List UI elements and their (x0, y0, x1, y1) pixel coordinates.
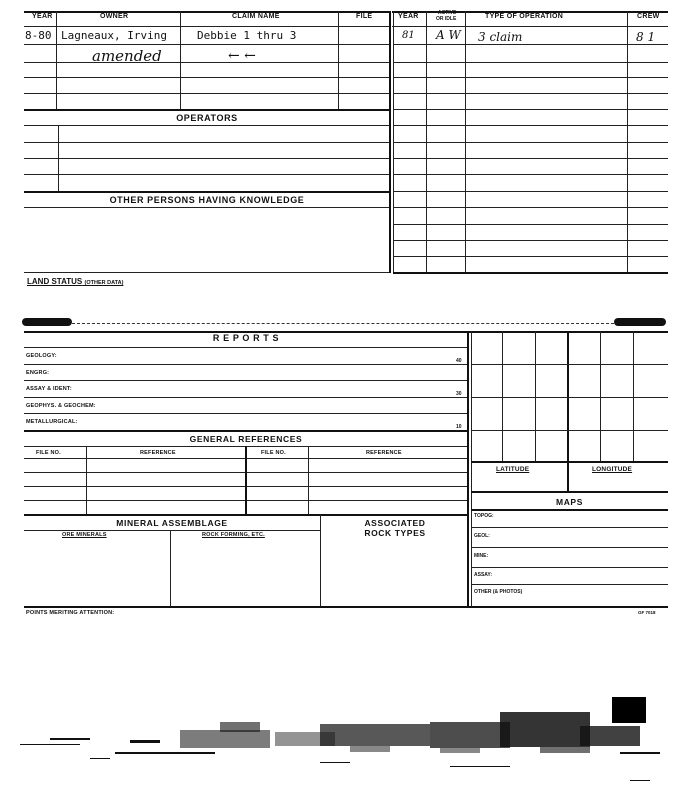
header-year-2: YEAR (398, 13, 419, 20)
punch-hole-left (22, 318, 72, 326)
row1-active-idle: A W (436, 28, 461, 42)
maps-topog: TOPOG: (474, 513, 494, 519)
header-claim-name: CLAIM NAME (232, 13, 280, 20)
header-owner: OWNER (100, 13, 129, 20)
ref-header-reference-2: REFERENCE (366, 450, 402, 456)
header-crew: CREW (637, 13, 660, 20)
report-num-30: 30 (456, 391, 462, 397)
land-status-sub: (OTHER DATA) (84, 280, 124, 286)
operators-title: OPERATORS (176, 113, 238, 123)
header-year: YEAR (32, 13, 53, 20)
report-metallurgical: METALLURGICAL: (26, 419, 78, 425)
report-geophys: GEOPHYS. & GEOCHEM: (26, 403, 96, 409)
maps-geol: GEOL: (474, 533, 490, 539)
report-geology: GEOLOGY: (26, 353, 57, 359)
rock-forming-label: ROCK FORMING, ETC. (202, 532, 265, 538)
points-meriting-attention: POINTS MERITING ATTENTION: (26, 610, 115, 616)
mineral-assemblage-title: MINERAL ASSEMBLAGE (116, 518, 228, 528)
ref-header-file-no-1: FILE NO. (36, 450, 61, 456)
land-status-text: LAND STATUS (27, 277, 83, 286)
row1-owner: Lagneaux, Irving (61, 29, 167, 42)
associated-label: ASSOCIATED (364, 518, 426, 528)
ore-minerals-label: ORE MINERALS (62, 532, 107, 538)
land-status-label (27, 277, 123, 286)
maps-assay: ASSAY: (474, 572, 493, 578)
header-type-of-operation: TYPE OF OPERATION (485, 13, 564, 20)
latitude-label: LATITUDE (496, 466, 530, 473)
report-num-10: 10 (456, 424, 462, 430)
row1-crew: 8 1 (636, 30, 656, 44)
maps-mine: MINE: (474, 553, 489, 559)
header-active: ACTIVE (438, 10, 457, 16)
other-persons-title: OTHER PERSONS HAVING KNOWLEDGE (109, 195, 305, 205)
header-file: FILE (356, 13, 373, 20)
row1-year: 8-80 (25, 29, 52, 42)
report-assay: ASSAY & IDENT: (26, 386, 72, 392)
punch-hole-right (614, 318, 666, 326)
ref-header-file-no-2: FILE NO. (261, 450, 286, 456)
row2-claim-handwritten: ← ← (228, 48, 256, 64)
rock-types-label: ROCK TYPES (364, 528, 426, 538)
report-num-40: 40 (456, 358, 462, 364)
form-code: GF 7018 (638, 610, 656, 615)
header-or-idle: OR IDLE (436, 16, 457, 22)
general-references-title: GENERAL REFERENCES (189, 434, 303, 444)
maps-other: OTHER (& PHOTOS) (474, 589, 523, 595)
reports-title: R E P O R T S (212, 333, 280, 343)
maps-title: MAPS (556, 497, 583, 507)
row2-owner-handwritten: amended (92, 47, 162, 65)
row1-type-of-operation: 3 claim (478, 30, 523, 44)
report-engrg: ENGRG: (26, 370, 50, 376)
ref-header-reference-1: REFERENCE (140, 450, 176, 456)
row1-year-2: 81 (402, 30, 415, 41)
longitude-label: LONGITUDE (592, 466, 633, 473)
scan-artifact-band (20, 692, 670, 784)
row1-claim-name: Debbie 1 thru 3 (197, 29, 297, 42)
